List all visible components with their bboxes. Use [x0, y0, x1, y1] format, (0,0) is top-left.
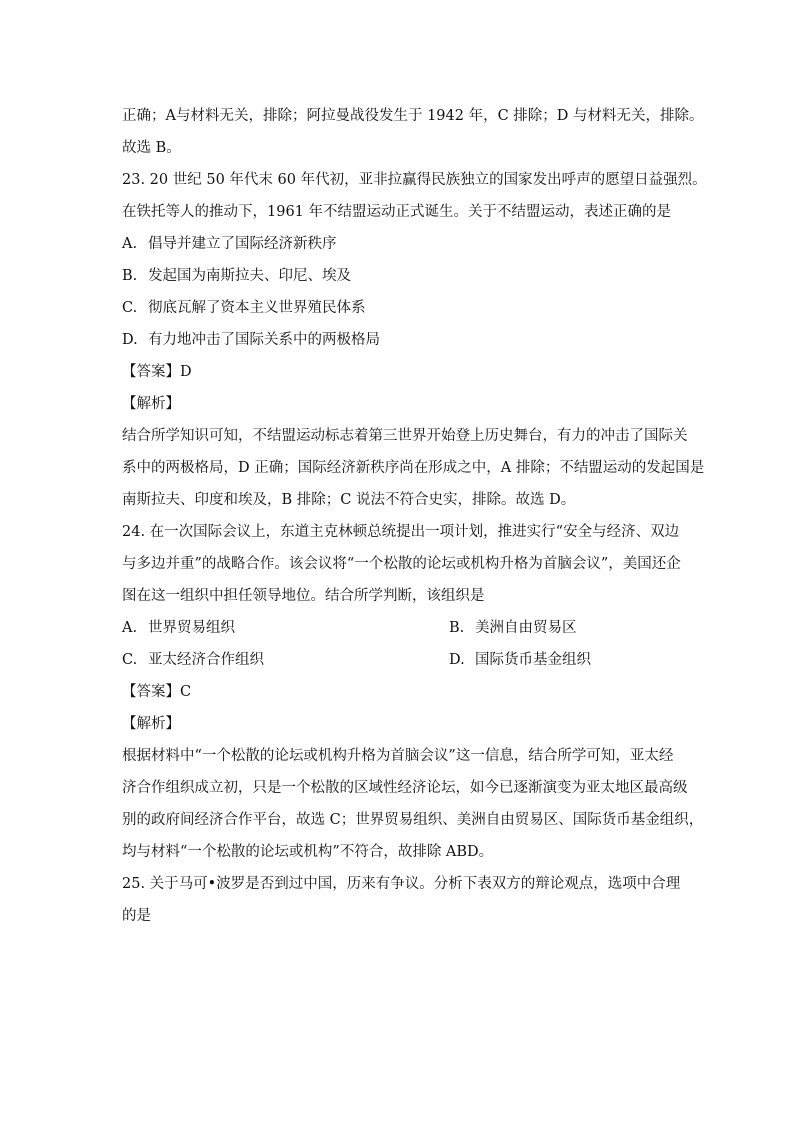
q23-option-c [122, 298, 702, 318]
option-label: D. [122, 332, 138, 348]
q24-stem-line: 图在这一组织中担任领导地位。结合所学判断，该组织是 [122, 588, 485, 604]
q24-analysis-line: 济合作组织成立初，只是一个松散的区域性经济论坛，如今已逐渐演变为亚太地区最高级 [122, 780, 688, 796]
q24-option-c [122, 652, 264, 668]
option-label: A. [122, 620, 138, 636]
q23-option-d [122, 330, 702, 350]
q24-stem-line: 24. 在一次国际会议上，东道主克林顿总统提出一项计划，推进实行“安全与经济、双边 [122, 524, 680, 540]
option-text: 美洲自由贸易区 [475, 620, 577, 636]
q23-stem-line: 23. 20 世纪 50 年代末 60 年代初，亚非拉赢得民族独立的国家发出呼声的愿望日益强烈。 [122, 172, 707, 188]
q23-analysis-heading: 【解析】 [122, 396, 180, 412]
q24-analysis-line: 别的政府间经济合作平台，故选 C；世界贸易组织、美洲自由贸易区、国际货币基金组织， [122, 812, 704, 828]
option-label: C. [122, 300, 138, 316]
option-label: C. [122, 652, 138, 668]
q24-answer: 【答案】C [122, 684, 192, 700]
q24-analysis-line: 均与材料“一个松散的论坛或机构”不符合，故排除 ABD。 [122, 844, 494, 860]
q23-option-b [122, 266, 702, 286]
q24-option-a [122, 620, 235, 636]
q23-option-a [122, 234, 702, 254]
q24-analysis-heading: 【解析】 [122, 716, 180, 732]
option-text: 亚太经济合作组织 [148, 652, 264, 668]
q23-analysis-line: 南斯拉夫、印度和埃及，B 排除；C 说法不符合史实，排除。故选 D。 [122, 492, 576, 508]
q24-option-d [449, 650, 591, 670]
option-label: B. [122, 268, 138, 284]
q24-analysis-line: 根据材料中“一个松散的论坛或机构升格为首脑会议”这一信息，结合所学可知，亚太经 [122, 748, 674, 764]
q25-stem-line: 25. 关于马可•波罗是否到过中国，历来有争议。分析下表双方的辩论观点，选项中合理 [122, 876, 681, 892]
option-text: 倡导并建立了国际经济新秩序 [148, 236, 337, 252]
q23-analysis-line: 结合所学知识可知，不结盟运动标志着第三世界开始登上历史舞台，有力的冲击了国际关 [122, 428, 688, 444]
intro-line: 正确；A与材料无关，排除；阿拉曼战役发生于 1942 年，C 排除；D 与材料无关，排除。 [122, 108, 704, 124]
option-text: 有力地冲击了国际关系中的两极格局 [148, 332, 380, 348]
option-text: 世界贸易组织 [148, 620, 235, 636]
q23-answer: 【答案】D [122, 364, 192, 380]
q24-option-b [449, 618, 577, 638]
option-text: 国际货币基金组织 [475, 652, 591, 668]
option-label: D. [449, 652, 465, 668]
q24-options-row [122, 618, 702, 638]
q23-stem-line: 在铁托等人的推动下，1961 年不结盟运动正式诞生。关于不结盟运动，表述正确的是 [122, 204, 672, 220]
q23-analysis-line: 系中的两极格局，D 正确；国际经济新秩序尚在形成之中，A 排除；不结盟运动的发起国是 [122, 460, 705, 476]
option-label: B. [449, 620, 465, 636]
option-text: 发起国为南斯拉夫、印尼、埃及 [148, 268, 351, 284]
option-label: A. [122, 236, 138, 252]
q24-options-row [122, 650, 702, 670]
q24-stem-line: 与多边并重”的战略合作。该会议将“一个松散的论坛或机构升格为首脑会议”，美国还企 [122, 556, 681, 572]
q25-stem-line: 的是 [122, 908, 151, 924]
option-text: 彻底瓦解了资本主义世界殖民体系 [148, 300, 366, 316]
intro-line: 故选 B。 [122, 140, 181, 156]
